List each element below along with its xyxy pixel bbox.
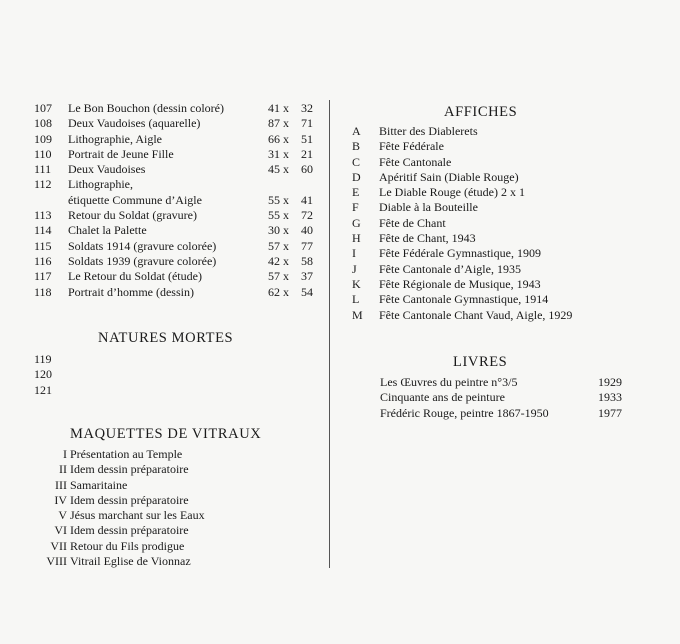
vitrail-title: Idem dessin préparatoire (70, 492, 189, 507)
book-year: 1933 (598, 390, 622, 405)
item-letter: C (352, 154, 361, 169)
catalog-row (34, 101, 324, 116)
book-title: Les Œuvres du peintre n°3/5 (380, 375, 518, 389)
dimension-separator: x (283, 208, 289, 223)
affiches-list (352, 124, 652, 323)
catalog-number: 113 (34, 208, 52, 223)
catalog-number: 114 (34, 223, 52, 238)
dimension-separator: x (283, 162, 289, 177)
dimension-separator: x (283, 146, 289, 161)
dimension-separator: x (283, 253, 289, 268)
catalog-row (34, 147, 324, 162)
works-list (34, 101, 324, 300)
dimension-separator: x (283, 238, 289, 253)
dimension-separator: x (283, 131, 289, 146)
list-item (352, 200, 652, 215)
livres-list (380, 375, 630, 421)
dimension-height: 41 (301, 192, 313, 207)
catalog-row (34, 239, 324, 254)
catalog-title-line2: étiquette Commune d’Aigle (68, 192, 202, 207)
list-item (352, 262, 652, 277)
catalog-title: Retour du Soldat (gravure) (68, 208, 197, 223)
item-letter: K (352, 276, 361, 291)
dimension-width: 31 (268, 146, 280, 161)
catalog-title: Lithographie, Aigle (68, 131, 162, 146)
dimension-separator: x (283, 192, 289, 207)
affiches-heading: AFFICHES (444, 104, 518, 120)
list-item (380, 406, 630, 421)
list-item (34, 493, 324, 508)
dimension-height: 54 (301, 284, 313, 299)
list-item (34, 508, 324, 523)
item-letter: E (352, 185, 360, 200)
list-item (352, 277, 652, 292)
list-item (34, 523, 324, 538)
poster-title: Diable à la Bouteille (379, 200, 478, 215)
list-item (352, 246, 652, 261)
dimension-height: 71 (301, 116, 313, 131)
dimension-height: 40 (301, 223, 313, 238)
list-item (352, 139, 652, 154)
vitrail-title: Vitrail Eglise de Vionnaz (70, 554, 191, 569)
roman-numeral: II (59, 462, 67, 477)
item-letter: M (352, 307, 363, 322)
catalog-title: Chalet la Palette (68, 223, 147, 238)
vitrail-title: Présentation au Temple (70, 447, 183, 461)
dimension-width: 55 (268, 192, 280, 207)
list-item (34, 447, 324, 462)
item-letter: B (352, 139, 361, 154)
dimension-height: 37 (301, 269, 313, 284)
roman-numeral: III (55, 477, 67, 492)
dimension-width: 62 (268, 284, 280, 299)
poster-title: Le Diable Rouge (étude) 2 x 1 (379, 185, 525, 200)
catalog-title (68, 177, 202, 208)
poster-title: Fête Régionale de Musique, 1943 (379, 276, 541, 291)
vitrail-title: Retour du Fils prodigue (70, 538, 185, 553)
list-item (34, 539, 324, 554)
dimension-height: 51 (301, 131, 313, 146)
list-item (34, 462, 324, 477)
dimension-width: 55 (268, 208, 280, 223)
item-letter: G (352, 215, 361, 230)
vitrail-title: Jésus marchant sur les Eaux (70, 508, 205, 523)
list-item (352, 155, 652, 170)
poster-title: Fête Cantonale Gymnastique, 1914 (379, 292, 549, 307)
natures-mortes-list (34, 352, 52, 398)
dimension-separator: x (283, 116, 289, 131)
book-year: 1929 (598, 375, 622, 389)
dimension-width: 66 (268, 131, 280, 146)
dimension-width: 30 (268, 223, 280, 238)
catalog-row (34, 254, 324, 269)
catalog-row (34, 162, 324, 177)
dimension-width: 41 (268, 101, 280, 115)
poster-title: Fête Cantonale d’Aigle, 1935 (379, 261, 521, 276)
catalog-title: Deux Vaudoises (68, 162, 146, 177)
vitrail-title: Idem dessin préparatoire (70, 462, 189, 477)
list-item: 121 (34, 382, 52, 397)
vitraux-list (34, 447, 324, 569)
poster-title: Fête Fédérale Gymnastique, 1909 (379, 246, 541, 261)
list-item (380, 375, 630, 390)
catalog-row (34, 132, 324, 147)
dimension-height: 72 (301, 208, 313, 223)
livres-heading: LIVRES (453, 354, 508, 370)
catalog-title: Deux Vaudoises (aquarelle) (68, 116, 201, 131)
dimension-separator: x (283, 269, 289, 284)
dimension-height: 21 (301, 146, 313, 161)
list-item (34, 478, 324, 493)
item-letter: J (352, 261, 357, 276)
catalog-number: 109 (34, 131, 52, 146)
roman-numeral: VII (50, 538, 67, 553)
dimension-width: 57 (268, 238, 280, 253)
roman-numeral: V (58, 508, 67, 523)
list-item (352, 292, 652, 307)
roman-numeral: I (63, 447, 67, 461)
list-item (352, 124, 652, 139)
item-letter: D (352, 169, 361, 184)
catalog-number: 107 (34, 101, 52, 115)
catalog-row (34, 208, 324, 223)
book-year: 1977 (598, 405, 622, 420)
vitrail-title: Samaritaine (70, 477, 128, 492)
item-letter: I (352, 246, 356, 261)
vitrail-title: Idem dessin préparatoire (70, 523, 189, 538)
list-item (352, 170, 652, 185)
poster-title: Bitter des Diablerets (379, 124, 478, 138)
dimension-height: 58 (301, 253, 313, 268)
catalog-number: 115 (34, 238, 52, 253)
dimension-width: 45 (268, 162, 280, 177)
poster-title: Fête Fédérale (379, 139, 444, 154)
poster-title: Fête de Chant, 1943 (379, 231, 476, 246)
roman-numeral: VI (54, 523, 67, 538)
catalog-title: Soldats 1939 (gravure colorée) (68, 253, 217, 268)
roman-numeral: IV (54, 492, 67, 507)
list-item (352, 185, 652, 200)
dimension-width: 57 (268, 269, 280, 284)
poster-title: Fête de Chant (379, 215, 446, 230)
dimension-separator: x (283, 284, 289, 299)
dimension-height: 32 (301, 101, 313, 115)
catalog-row (34, 285, 324, 300)
dimension-separator: x (283, 101, 289, 115)
catalog-number: 111 (34, 162, 52, 177)
catalog-title-line1: Lithographie, (68, 177, 133, 192)
list-item (352, 216, 652, 231)
catalog-number: 108 (34, 116, 52, 131)
dimension-height: 60 (301, 162, 313, 177)
catalog-title: Portrait de Jeune Fille (68, 146, 174, 161)
dimension-height: 77 (301, 238, 313, 253)
book-title: Cinquante ans de peinture (380, 390, 505, 405)
catalog-row (34, 116, 324, 131)
catalog-number: 110 (34, 146, 52, 161)
catalog-number: 112 (34, 177, 52, 192)
list-item: 119 (34, 352, 52, 366)
catalog-title: Le Retour du Soldat (étude) (68, 269, 202, 284)
catalog-number: 118 (34, 284, 52, 299)
catalog-title: Soldats 1914 (gravure colorée) (68, 238, 217, 253)
roman-numeral: VIII (46, 554, 67, 569)
catalog-title: Portrait d’homme (dessin) (68, 284, 194, 299)
poster-title: Apéritif Sain (Diable Rouge) (379, 169, 519, 184)
catalog-row (34, 177, 324, 208)
item-letter: F (352, 200, 359, 215)
poster-title: Fête Cantonale (379, 154, 452, 169)
list-item (352, 231, 652, 246)
catalog-row (34, 223, 324, 238)
book-title: Frédéric Rouge, peintre 1867-1950 (380, 405, 549, 420)
catalog-number: 117 (34, 269, 52, 284)
catalog-row (34, 269, 324, 284)
list-item: 120 (34, 367, 52, 382)
catalog-title: Le Bon Bouchon (dessin coloré) (68, 101, 224, 115)
item-letter: L (352, 292, 360, 307)
list-item (380, 390, 630, 405)
dimension-separator: x (283, 223, 289, 238)
item-letter: H (352, 231, 361, 246)
list-item (352, 308, 652, 323)
natures-mortes-heading: NATURES MORTES (98, 330, 234, 346)
vitraux-heading: MAQUETTES DE VITRAUX (70, 426, 262, 442)
list-item (34, 554, 324, 569)
item-letter: A (352, 124, 361, 138)
dimension-width: 42 (268, 253, 280, 268)
poster-title: Fête Cantonale Chant Vaud, Aigle, 1929 (379, 307, 573, 322)
catalog-number: 116 (34, 253, 52, 268)
column-divider (329, 100, 330, 568)
dimension-width: 87 (268, 116, 280, 131)
